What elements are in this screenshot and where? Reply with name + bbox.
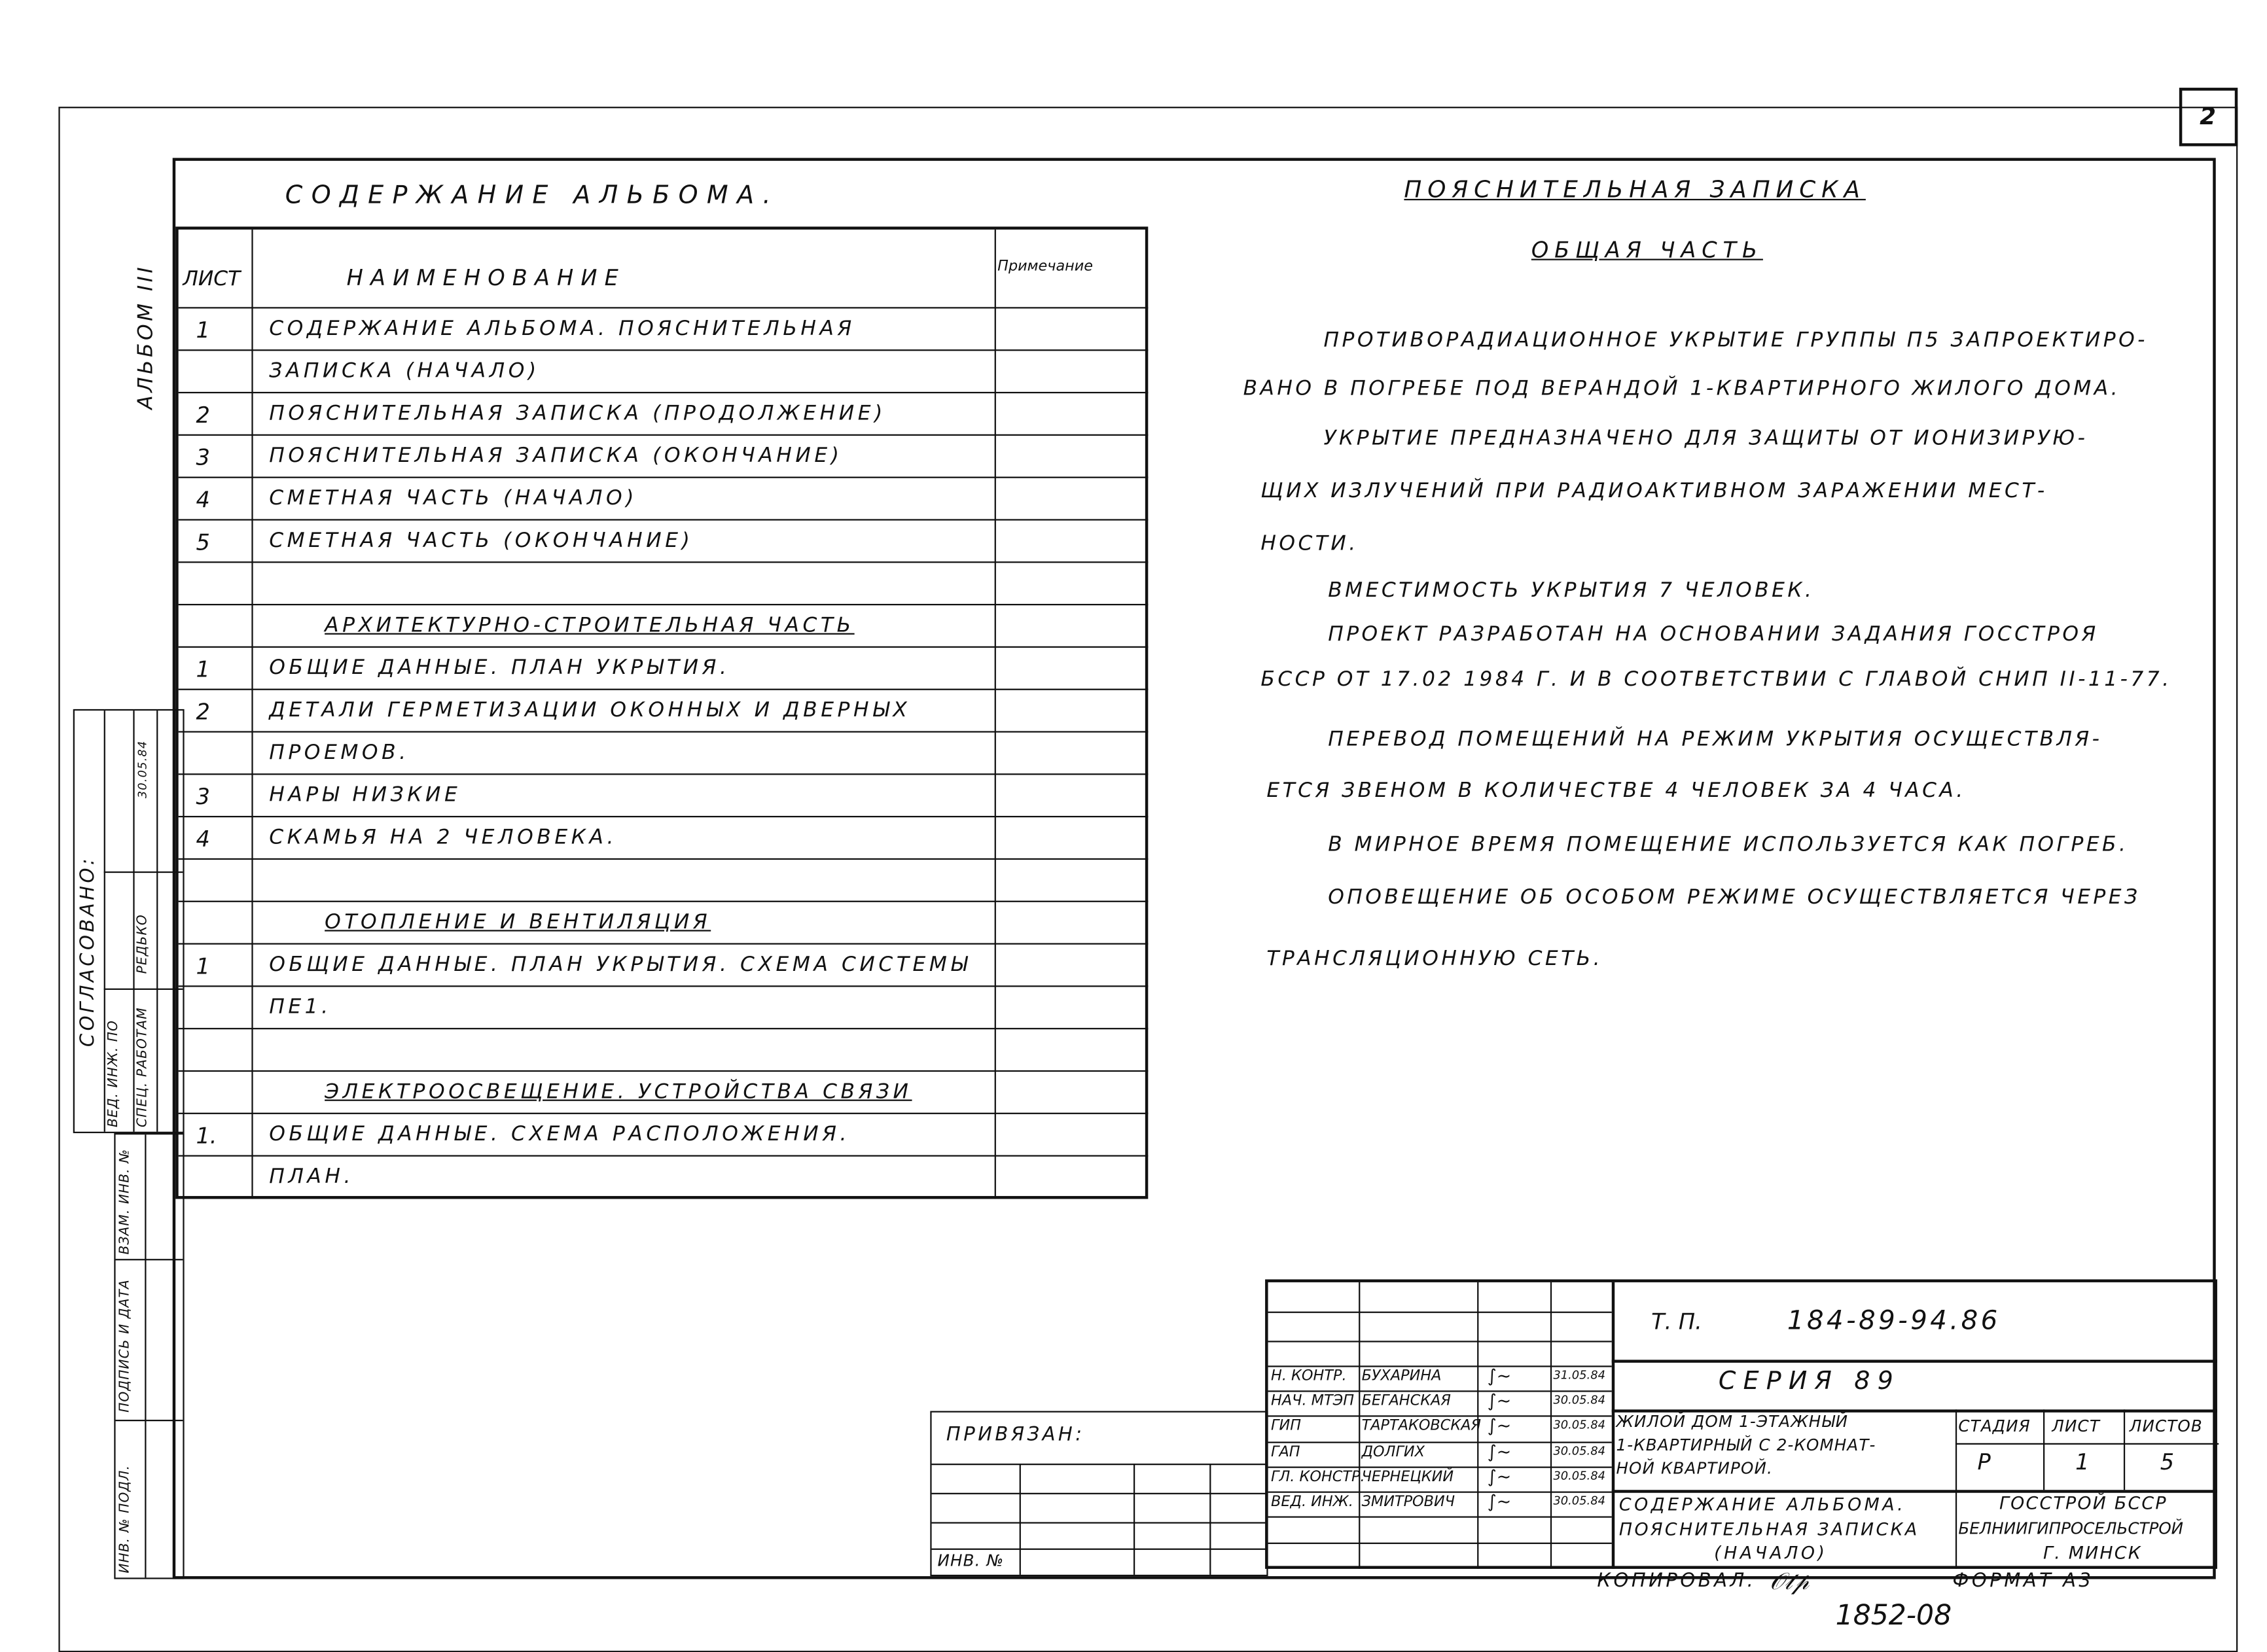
divider xyxy=(1268,1466,1612,1467)
person-date: 30.05.84 xyxy=(1553,1494,1605,1508)
row-name: ОБЩИЕ ДАННЫЕ. ПЛАН УКРЫТИЯ. xyxy=(269,656,730,680)
agreed-name: РЕДЬКО xyxy=(135,914,151,974)
title-block xyxy=(1265,1279,2217,1568)
divider xyxy=(1268,1391,1612,1392)
doc-title-1: СОДЕРЖАНИЕ АЛЬБОМА. xyxy=(1618,1494,1906,1515)
sign-date-label: ПОДПИСЬ И ДАТА xyxy=(118,1279,134,1413)
person-date: 30.05.84 xyxy=(1553,1444,1605,1458)
contents-title: СОДЕРЖАНИЕ АЛЬБОМА. xyxy=(285,181,780,211)
person-role: ГИП xyxy=(1271,1418,1302,1435)
table-row xyxy=(179,987,1149,1029)
binding-inv-label: ИНВ. № xyxy=(937,1551,1005,1571)
org-1: ГОССТРОЙ БССР xyxy=(1999,1492,2168,1514)
copied-label: КОПИРОВАЛ: xyxy=(1597,1570,1757,1592)
note-subtitle: ОБЩАЯ ЧАСТЬ xyxy=(1531,237,1763,264)
object-line-1: ЖИЛОЙ ДОМ 1-ЭТАЖНЫЙ xyxy=(1616,1412,1849,1432)
sheet-value: 1 xyxy=(2075,1449,2090,1475)
table-row xyxy=(179,309,1149,351)
note-line: ПЕРЕВОД ПОМЕЩЕНИЙ НА РЕЖИМ УКРЫТИЯ ОСУЩЕСТВЛЯ- xyxy=(1328,728,2103,752)
lead-eng-label: ВЕД. ИНЖ. ПО xyxy=(107,1020,122,1128)
header-name: НАИМЕНОВАНИЕ xyxy=(346,264,626,291)
signature-icon: ∫∼ xyxy=(1487,1491,1512,1512)
table-row xyxy=(179,690,1149,733)
row-name: ПОЯСНИТЕЛЬНАЯ ЗАПИСКА (ОКОНЧАНИЕ) xyxy=(269,444,843,468)
note-line: ПРОТИВОРАДИАЦИОННОЕ УКРЫТИЕ ГРУППЫ П5 ЗАПРОЕКТИРО- xyxy=(1323,328,2148,353)
inv-orig-label: ИНВ. № ПОДЛ. xyxy=(118,1464,134,1573)
row-name: ПЛАН. xyxy=(269,1165,355,1189)
table-row xyxy=(179,1029,1149,1072)
row-name: ДЕТАЛИ ГЕРМЕТИЗАЦИИ ОКОННЫХ И ДВЕРНЫХ xyxy=(269,699,911,722)
table-row xyxy=(179,945,1149,987)
row-name: СКАМЬЯ НА 2 ЧЕЛОВЕКА. xyxy=(269,826,618,850)
series: СЕРИЯ 89 xyxy=(1718,1367,1901,1397)
table-row xyxy=(179,1114,1149,1157)
row-sheet: 3 xyxy=(196,444,210,471)
contents-table xyxy=(175,226,1148,1199)
signature-icon: ∫∼ xyxy=(1487,1390,1512,1412)
person-role: ГАП xyxy=(1271,1444,1300,1460)
table-row xyxy=(179,521,1149,563)
note-line: ЩИХ ИЗЛУЧЕНИЙ ПРИ РАДИОАКТИВНОМ ЗАРАЖЕНИИ МЕСТ- xyxy=(1260,480,2048,503)
person-role: ГЛ. КОНСТР. xyxy=(1271,1469,1365,1486)
signature-icon: ∫∼ xyxy=(1487,1365,1512,1386)
table-row xyxy=(179,436,1149,478)
note-line: В МИРНОЕ ВРЕМЯ ПОМЕЩЕНИЕ ИСПОЛЬЗУЕТСЯ КАК ПОГРЕБ. xyxy=(1328,833,2129,857)
org-2: БЕЛНИИГИПРОСЕЛЬСТРОЙ xyxy=(1958,1519,2184,1539)
binding-block xyxy=(930,1411,1268,1577)
table-row xyxy=(179,393,1149,436)
copier-signature-icon: 𝒪𝓉𝓅 xyxy=(1770,1567,1810,1596)
row-name: СОДЕРЖАНИЕ АЛЬБОМА. ПОЯСНИТЕЛЬНАЯ xyxy=(269,317,855,341)
org-3: Г. МИНСК xyxy=(2043,1542,2143,1564)
row-name: СМЕТНАЯ ЧАСТЬ (НАЧАЛО) xyxy=(269,487,638,510)
agreed-block xyxy=(73,709,185,1133)
divider xyxy=(1268,1416,1612,1417)
row-sheet: 1 xyxy=(196,317,210,344)
agreed-date: 30.05.84 xyxy=(135,740,149,799)
note-line: ЕТСЯ ЗВЕНОМ В КОЛИЧЕСТВЕ 4 ЧЕЛОВЕК ЗА 4 ЧАСА. xyxy=(1266,779,1966,803)
row-sheet: 4 xyxy=(196,826,210,852)
section-heading: ЭЛЕКТРООСВЕЩЕНИЕ. УСТРОЙСТВА СВЯЗИ xyxy=(325,1080,912,1104)
doc-title-3: (НАЧАЛО) xyxy=(1714,1542,1828,1564)
doc-title-2: ПОЯСНИТЕЛЬНАЯ ЗАПИСКА xyxy=(1618,1519,1919,1540)
page-number-box xyxy=(2179,88,2238,146)
note-line: ВАНО В ПОГРЕБЕ ПОД ВЕРАНДОЙ 1-КВАРТИРНОГО ЖИЛОГО ДОМА. xyxy=(1243,377,2121,401)
note-title: ПОЯСНИТЕЛЬНАЯ ЗАПИСКА xyxy=(1404,175,1866,203)
row-sheet: 5 xyxy=(196,529,210,556)
person-date: 30.05.84 xyxy=(1553,1418,1605,1432)
person-role: ВЕД. ИНЖ. xyxy=(1271,1494,1353,1511)
row-name: ПЕ1. xyxy=(269,995,332,1019)
note-line: ОПОВЕЩЕНИЕ ОБ ОСОБОМ РЕЖИМЕ ОСУЩЕСТВЛЯЕТСЯ ЧЕРЕЗ xyxy=(1328,886,2141,910)
person-name: ЗМИТРОВИЧ xyxy=(1361,1494,1455,1511)
spec-works-label: СПЕЦ. РАБОТАМ xyxy=(135,1007,151,1128)
signature-icon: ∫∼ xyxy=(1487,1466,1512,1487)
table-row xyxy=(179,902,1149,945)
person-role: Н. КОНТР. xyxy=(1271,1368,1347,1385)
person-date: 31.05.84 xyxy=(1553,1368,1605,1382)
table-row xyxy=(179,817,1149,860)
person-name: ЧЕРНЕЦКИЙ xyxy=(1361,1469,1454,1486)
stage-value: Р xyxy=(1977,1449,1991,1475)
object-line-3: НОЙ КВАРТИРОЙ. xyxy=(1616,1459,1773,1479)
album-label: АЛЬБОМ III xyxy=(134,264,158,410)
agreed-label: СОГЛАСОВАНО: xyxy=(77,855,99,1047)
row-name: ОБЩИЕ ДАННЫЕ. ПЛАН УКРЫТИЯ. СХЕМА СИСТЕМЫ xyxy=(269,953,971,977)
sheets-value: 5 xyxy=(2160,1449,2175,1475)
row-name: ПРОЕМОВ. xyxy=(269,741,410,765)
table-row xyxy=(179,733,1149,775)
person-name: ДОЛГИХ xyxy=(1361,1444,1425,1460)
table-row xyxy=(179,563,1149,605)
row-name: ПОЯСНИТЕЛЬНАЯ ЗАПИСКА (ПРОДОЛЖЕНИЕ) xyxy=(269,402,886,426)
signature-icon: ∫∼ xyxy=(1487,1441,1512,1462)
header-note: Примечание xyxy=(997,258,1094,275)
note-line: НОСТИ. xyxy=(1260,532,1359,556)
table-row xyxy=(179,351,1149,393)
inventory-strip xyxy=(114,1133,184,1579)
format-label: ФОРМАТ А3 xyxy=(1952,1570,2094,1592)
person-date: 30.05.84 xyxy=(1553,1469,1605,1483)
row-sheet: 3 xyxy=(196,783,210,811)
row-name: НАРЫ НИЗКИЕ xyxy=(269,783,461,807)
note-line: УКРЫТИЕ ПРЕДНАЗНАЧЕНО ДЛЯ ЗАЩИТЫ ОТ ИОНИЗИРУЮ- xyxy=(1323,427,2088,451)
note-line: БССР ОТ 17.02 1984 Г. И В СООТВЕТСТВИИ С ГЛАВОЙ СНИП II-11-77. xyxy=(1260,668,2172,692)
table-row xyxy=(179,478,1149,521)
row-sheet: 1. xyxy=(196,1123,217,1150)
person-role: НАЧ. МТЭП xyxy=(1271,1394,1355,1410)
section-heading: ОТОПЛЕНИЕ И ВЕНТИЛЯЦИЯ xyxy=(325,911,711,935)
page-number: 2 xyxy=(2200,102,2217,130)
person-name: БЕГАНСКАЯ xyxy=(1361,1394,1451,1410)
row-name: ОБЩИЕ ДАННЫЕ. СХЕМА РАСПОЛОЖЕНИЯ. xyxy=(269,1123,851,1147)
table-row xyxy=(179,1072,1149,1114)
table-row xyxy=(179,860,1149,902)
row-name: СМЕТНАЯ ЧАСТЬ (ОКОНЧАНИЕ) xyxy=(269,529,694,553)
signature-icon: ∫∼ xyxy=(1487,1416,1512,1437)
document-code: 184-89-94.86 xyxy=(1787,1305,2001,1337)
person-name: ТАРТАКОВСКАЯ xyxy=(1361,1418,1482,1435)
divider xyxy=(1268,1491,1612,1492)
section-heading: АРХИТЕКТУРНО-СТРОИТЕЛЬНАЯ ЧАСТЬ xyxy=(325,614,855,638)
note-line: ТРАНСЛЯЦИОННУЮ СЕТЬ. xyxy=(1266,947,1603,971)
row-sheet: 1 xyxy=(196,656,210,683)
archive-number: 1852-08 xyxy=(1835,1599,1952,1632)
table-row xyxy=(179,1157,1149,1199)
row-sheet: 1 xyxy=(196,953,210,980)
person-name: БУХАРИНА xyxy=(1361,1368,1442,1385)
table-row xyxy=(179,648,1149,690)
stage-header: СТАДИЯ xyxy=(1958,1416,2031,1436)
table-row xyxy=(179,775,1149,817)
sheets-header: ЛИСТОВ xyxy=(2129,1416,2203,1436)
row-sheet: 2 xyxy=(196,699,210,726)
header-sheet: ЛИСТ xyxy=(183,267,241,291)
object-line-2: 1-КВАРТИРНЫЙ С 2-КОМНАТ- xyxy=(1616,1435,1876,1455)
row-sheet: 4 xyxy=(196,487,210,514)
person-date: 30.05.84 xyxy=(1553,1394,1605,1407)
row-sheet: 2 xyxy=(196,402,210,429)
note-line: ВМЕСТИМОСТЬ УКРЫТИЯ 7 ЧЕЛОВЕК. xyxy=(1328,578,1815,603)
replace-inv-label: ВЗАМ. ИНВ. № xyxy=(118,1148,134,1255)
divider xyxy=(1268,1441,1612,1443)
note-line: ПРОЕКТ РАЗРАБОТАН НА ОСНОВАНИИ ЗАДАНИЯ ГОССТРОЯ xyxy=(1328,623,2099,646)
row-name: ЗАПИСКА (НАЧАЛО) xyxy=(269,359,540,383)
table-row xyxy=(179,605,1149,648)
code-prefix: Т. П. xyxy=(1651,1309,1702,1335)
sheet-header: ЛИСТ xyxy=(2052,1416,2100,1436)
binding-label: ПРИВЯЗАН: xyxy=(946,1424,1085,1447)
